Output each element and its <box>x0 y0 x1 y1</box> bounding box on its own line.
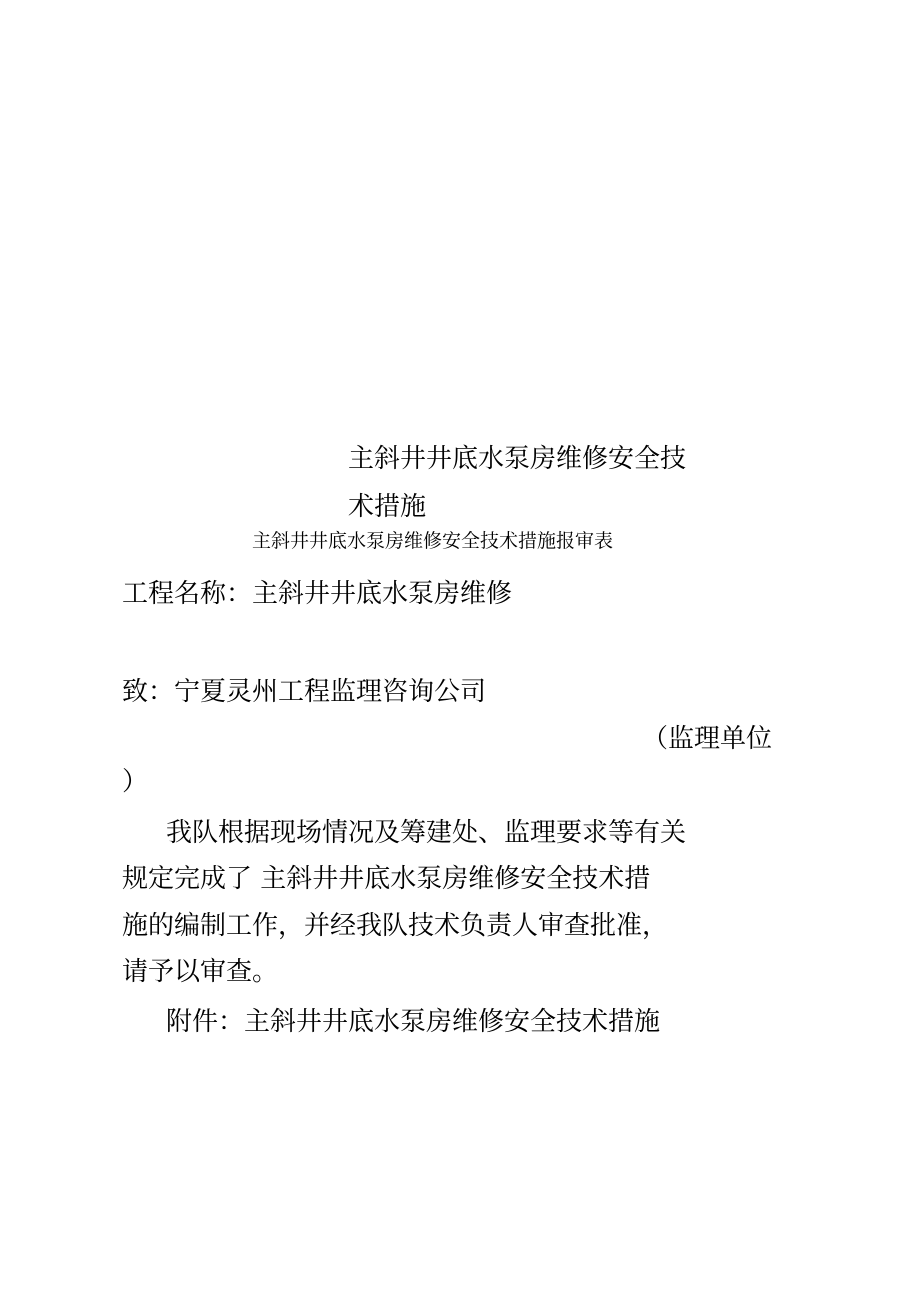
body-paragraph-line-2: 规定完成了 主斜井井底水泵房维修安全技术措 <box>122 864 651 894</box>
document-title-line-2: 术措施 <box>348 492 427 522</box>
form-subtitle: 主斜井井底水泵房维修安全技术措施报审表 <box>252 530 614 552</box>
supervisor-unit-close-paren: ） <box>122 767 149 797</box>
body-paragraph-line-3: 施的编制工作，并经我队技术负责人审查批准， <box>122 911 669 941</box>
supervisor-unit-label: （监理单位 <box>642 724 773 754</box>
document-title-line-1: 主斜井井底水泵房维修安全技 <box>348 444 687 474</box>
body-paragraph-line-4: 请予以审查。 <box>122 957 279 987</box>
body-paragraph-line-1: 我队根据现场情况及筹建处、监理要求等有关 <box>166 818 687 848</box>
attachment-line: 附件：主斜井井底水泵房维修安全技术措施 <box>166 1007 661 1037</box>
project-name-line: 工程名称：主斜井井底水泵房维修 <box>122 579 513 609</box>
recipient-line: 致：宁夏灵州工程监理咨询公司 <box>122 677 487 707</box>
